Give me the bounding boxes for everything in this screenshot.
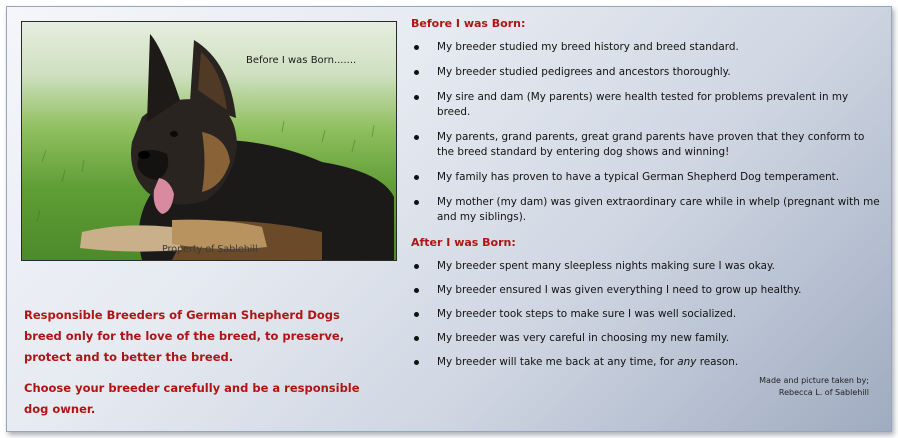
list-item: My breeder ensured I was given everything I need to grow up healthy. bbox=[411, 283, 881, 298]
photo-credit bbox=[669, 375, 869, 399]
list-item: My mother (my dam) was given extraordinary care while in whelp (pregnant with me and my siblings). bbox=[411, 195, 881, 225]
photo-caption-top: Before I was Born....... bbox=[246, 55, 357, 66]
list-item: My parents, grand parents, great grand parents have proven that they conform to the breed standard by entering dog shows and winning! bbox=[411, 130, 881, 160]
breeder-message-paragraph: Responsible Breeders of German Shepherd Dogs breed only for the love of the breed, to preserve, protect and to better the breed. bbox=[24, 308, 345, 364]
after-born-heading: After I was Born: bbox=[411, 236, 516, 249]
list-item bbox=[411, 355, 881, 370]
breeder-advice-paragraph: Choose your breeder carefully and be a responsible dog owner. bbox=[24, 381, 360, 416]
list-item: My breeder spent many sleepless nights making sure I was okay. bbox=[411, 259, 881, 274]
before-born-list bbox=[411, 40, 881, 225]
breeder-message bbox=[24, 305, 374, 430]
photo-watermark: Property of Sablehill bbox=[162, 244, 258, 255]
after-born-list bbox=[411, 259, 881, 370]
list-item-emphasis: any bbox=[677, 356, 697, 368]
list-item: My breeder took steps to make sure I was well socialized. bbox=[411, 307, 881, 322]
before-born-section bbox=[411, 17, 881, 225]
list-item: My breeder studied pedigrees and ancestors thoroughly. bbox=[411, 65, 881, 80]
info-card bbox=[6, 6, 892, 432]
list-item: My breeder studied my breed history and breed standard. bbox=[411, 40, 881, 55]
list-item: My breeder was very careful in choosing my new family. bbox=[411, 331, 881, 346]
list-item-text: My breeder will take me back at any time, for bbox=[437, 356, 678, 368]
credit-line: Made and picture taken by; bbox=[759, 376, 869, 385]
before-born-heading: Before I was Born: bbox=[411, 17, 526, 30]
after-born-section bbox=[411, 236, 881, 370]
list-item-text: reason. bbox=[696, 356, 739, 368]
dog-photo bbox=[21, 21, 397, 261]
credit-author: Rebecca L. of Sablehill bbox=[778, 388, 869, 397]
list-item: My sire and dam (My parents) were health tested for problems prevalent in my breed. bbox=[411, 90, 881, 120]
list-item: My family has proven to have a typical German Shepherd Dog temperament. bbox=[411, 170, 881, 185]
